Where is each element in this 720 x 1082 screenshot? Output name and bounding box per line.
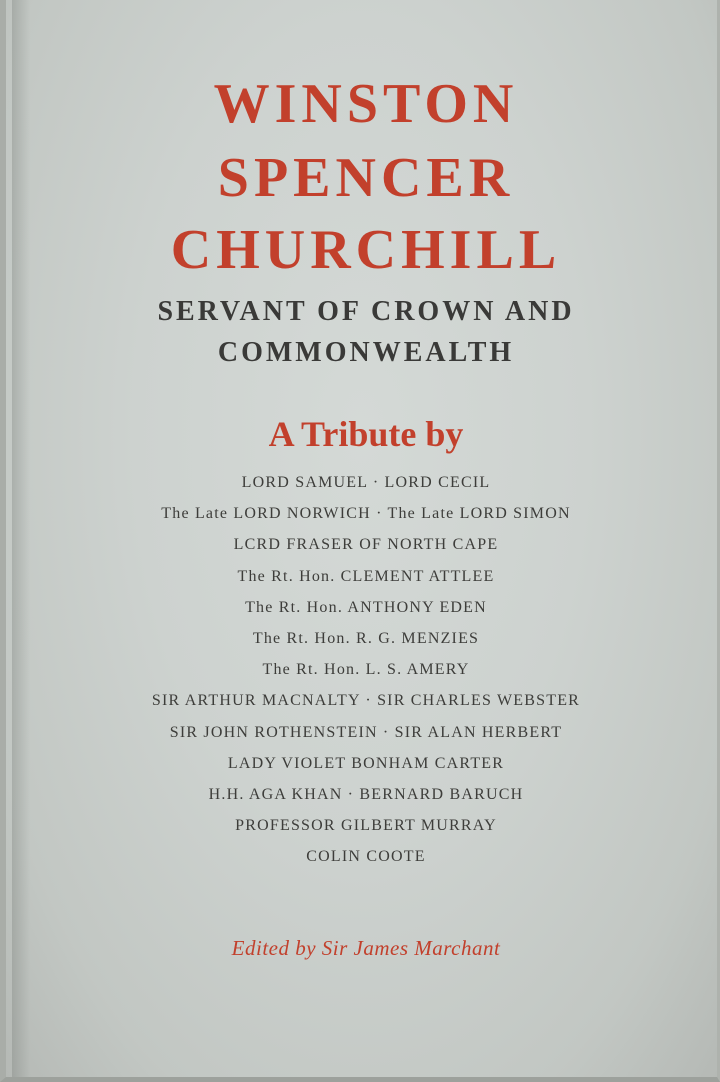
contributor-line: The Late LORD NORWICH · The Late LORD SIMON xyxy=(161,505,571,523)
contributor-line: LADY VIOLET BONHAM CARTER xyxy=(227,754,505,772)
contributor-line: SIR ARTHUR MACNALTY · SIR CHARLES WEBSTER xyxy=(151,692,581,710)
title-line-spencer: SPENCER xyxy=(217,147,515,209)
subtitle-line-2: COMMONWEALTH xyxy=(217,337,515,368)
contributor-line: LCRD FRASER OF NORTH CAPE xyxy=(233,536,499,554)
contributor-line: PROFESSOR GILBERT MURRAY xyxy=(235,817,497,835)
contributor-line: H.H. AGA KHAN · BERNARD BARUCH xyxy=(208,785,524,803)
contributor-line: LORD SAMUEL · LORD CECIL xyxy=(241,474,491,491)
contributor-line: The Rt. Hon. L. S. AMERY xyxy=(262,661,470,679)
contributor-list xyxy=(6,472,720,877)
contributor-line: The Rt. Hon. CLEMENT ATTLEE xyxy=(237,567,495,585)
subtitle-line-1: SERVANT OF CROWN AND xyxy=(157,296,575,327)
title-line-churchill: CHURCHILL xyxy=(170,219,562,281)
tribute-heading: A Tribute by xyxy=(268,414,464,454)
title-line-winston: WINSTON xyxy=(213,73,519,135)
contributor-line: The Rt. Hon. ANTHONY EDEN xyxy=(245,598,487,616)
contributor-line: COLIN COOTE xyxy=(306,848,426,866)
editor-credit: Edited by Sir James Marchant xyxy=(231,936,501,960)
contributor-line: SIR JOHN ROTHENSTEIN · SIR ALAN HERBERT xyxy=(169,723,563,741)
contributor-line: The Rt. Hon. R. G. MENZIES xyxy=(252,629,480,647)
